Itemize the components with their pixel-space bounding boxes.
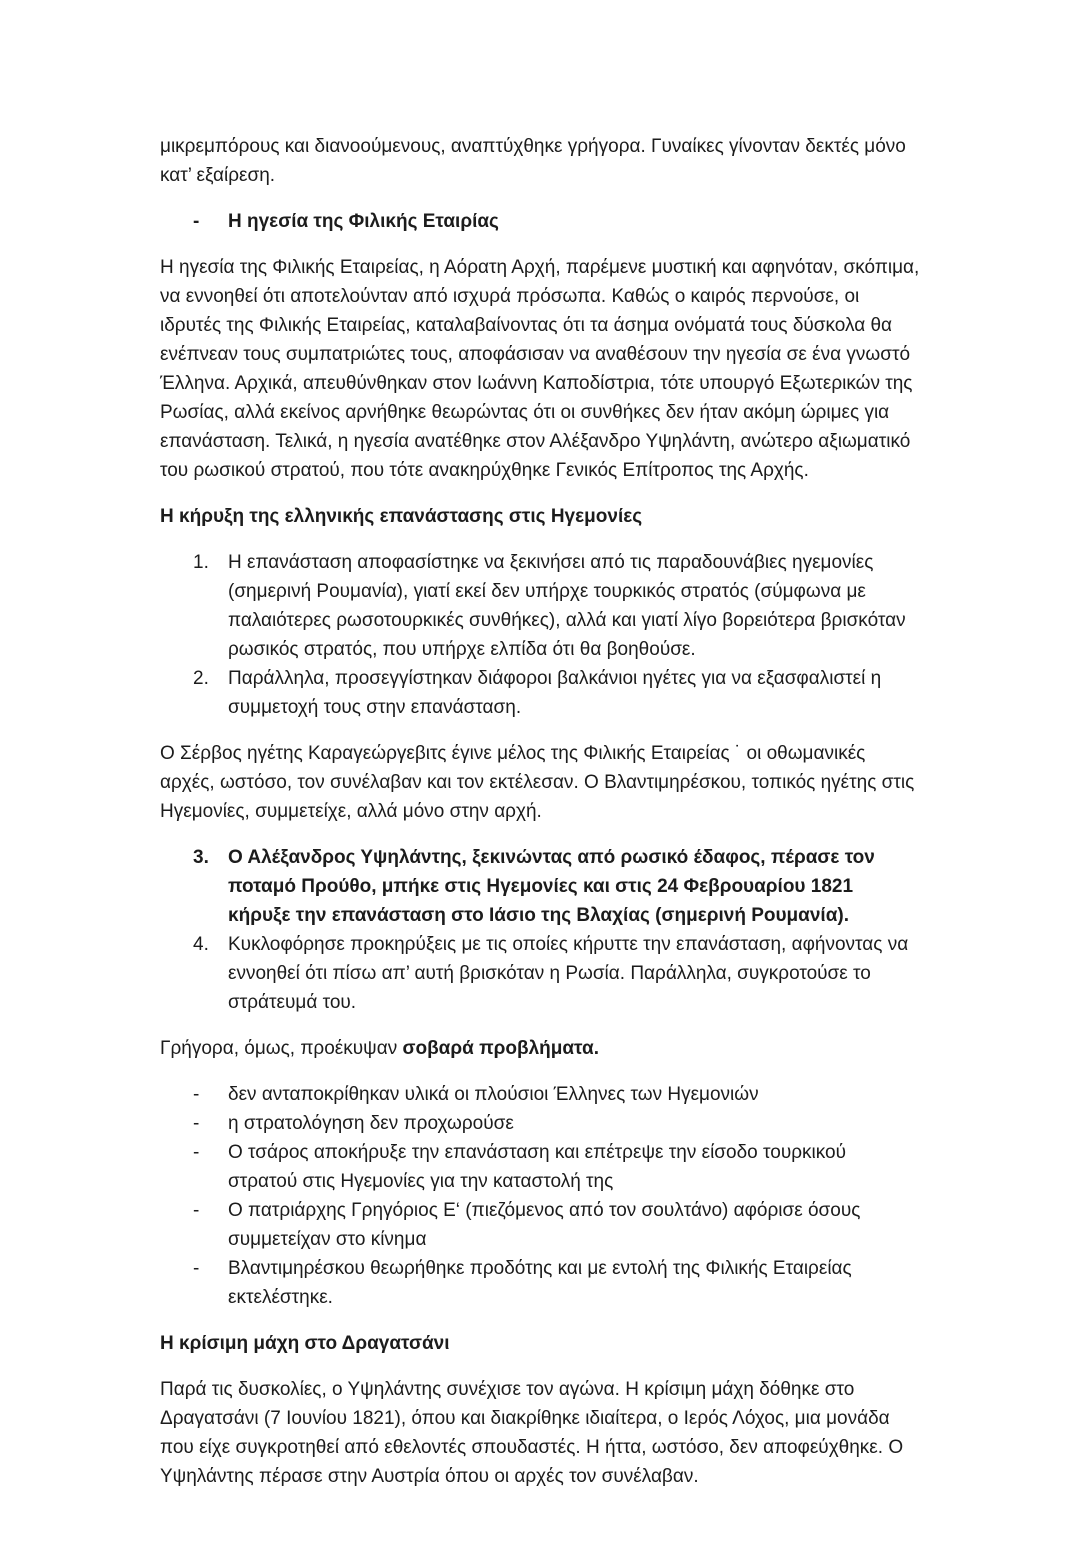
number-marker: 4. — [193, 934, 209, 955]
list-item — [160, 843, 920, 930]
list-item-text: Βλαντιμηρέσκου θεωρήθηκε προδότης και με εντολή της Φιλικής Εταιρείας εκτελέστηκε. — [228, 1258, 852, 1308]
paragraph-leadership: Η ηγεσία της Φιλικής Εταιρείας, η Αόρατη Αρχή, παρέμενε μυστική και αφηνόταν, σκόπιμα, να εννοηθεί ότι αποτελούνταν από ισχυρά πρόσωπα. Καθώς ο καιρός περνούσε, οι ιδρυτές της Φιλικής Εταιρείας, καταλαβαίνοντας ότι τα άσημα ονόματά τους δύσκολα θα ενέπνεαν τους συμπατριώτες τους, αποφάσισαν να αναθέσουν την ηγεσία σε ένα γνωστό Έλληνα. Αρχικά, απευθύνθηκαν στον Ιωάννη Καποδίστρια, τότε υπουργό Εξωτερικών της Ρωσίας, αλλά εκείνος αρνήθηκε θεωρώντας ότι οι συνθήκες δεν ήταν ακόμη ώριμες για επανάσταση. Τελικά, η ηγεσία ανατέθηκε στον Αλέξανδρο Υψηλάντη, ανώτερο αξιωματικό του ρωσικού στρατού, που τότε ανακηρύχθηκε Γενικός Επίτροπος της Αρχής. — [160, 257, 920, 481]
dash-bullet: - — [193, 1142, 200, 1163]
numbered-list-first — [160, 548, 920, 722]
paragraph-members: μικρεμπόρους και διανοούμενους, αναπτύχθηκε γρήγορα. Γυναίκες γίνονταν δεκτές μόνο κατ’ εξαίρεση. — [160, 136, 906, 186]
dash-bullet: - — [193, 1258, 200, 1279]
paragraph-serbian-leader: Ο Σέρβος ηγέτης Καραγεώργεβιτς έγινε μέλος της Φιλικής Εταιρείας ˙ οι οθωμανικές αρχές, ωστόσο, τον συνέλαβαν και τον εκτέλεσαν. Ο Βλαντιμηρέσκου, τοπικός ηγέτης στις Ηγεμονίες, συμμετείχε, αλλά μόνο στην αρχή. — [160, 743, 915, 822]
list-item-text: η στρατολόγηση δεν προχωρούσε — [228, 1113, 514, 1134]
list-item — [160, 207, 920, 236]
list-item — [160, 548, 920, 664]
text-run: Γρήγορα, όμως, προέκυψαν — [160, 1038, 403, 1059]
list-item-text: Ο πατριάρχης Γρηγόριος Ε‘ (πιεζόμενος από τον σουλτάνο) αφόρισε όσους συμμετείχαν στο κίνημα — [228, 1200, 861, 1250]
section-heading-dragatsani: Η κρίσιμη μάχη στο Δραγατσάνι — [160, 1333, 450, 1354]
list-item — [160, 1080, 920, 1109]
list-item-text: δεν ανταποκρίθηκαν υλικά οι πλούσιοι Έλληνες των Ηγεμονιών — [228, 1084, 759, 1105]
list-item-text: Ο Αλέξανδρος Υψηλάντης, ξεκινώντας από ρωσικό έδαφος, πέρασε τον ποταμό Προύθο, μπήκε στις Ηγεμονίες και στις 24 Φεβρουαρίου 1821 κήρυξε την επανάσταση στο Ιάσιο της Βλαχίας (σημερινή Ρουμανία). — [228, 847, 875, 926]
dash-list-leadership — [160, 207, 920, 236]
section-heading-declaration: Η κήρυξη της ελληνικής επανάστασης στις Ηγεμονίες — [160, 506, 643, 527]
list-item — [160, 1254, 920, 1312]
number-marker: 2. — [193, 668, 209, 689]
text-run-bold: σοβαρά προβλήματα. — [402, 1038, 599, 1059]
dash-bullet: - — [193, 1084, 200, 1105]
number-marker: 3. — [193, 847, 209, 868]
paragraph-dragatsani: Παρά τις δυσκολίες, ο Υψηλάντης συνέχισε τον αγώνα. Η κρίσιμη μάχη δόθηκε στο Δραγατσάνι (7 Ιουνίου 1821), όπου και διακρίθηκε ιδιαίτερα, ο Ιερός Λόχος, μια μονάδα που είχε συγκροτηθεί από εθελοντές σπουδαστές. Η ήττα, ωστόσο, δεν αποφεύχθηκε. Ο Υψηλάντης πέρασε στην Αυστρία όπου οι αρχές τον συνέλαβαν. — [160, 1379, 904, 1487]
list-item — [160, 1196, 920, 1254]
dash-bullet: - — [193, 1200, 200, 1221]
list-item-text: Ο τσάρος αποκήρυξε την επανάσταση και επέτρεψε την είσοδο τουρκικού στρατού στις Ηγεμονίες για την καταστολή της — [228, 1142, 846, 1192]
dash-bullet: - — [193, 211, 200, 232]
dash-bullet: - — [193, 1113, 200, 1134]
paragraph-problems-intro — [160, 1034, 920, 1063]
list-item — [160, 1138, 920, 1196]
list-item-text: Κυκλοφόρησε προκηρύξεις με τις οποίες κήρυττε την επανάσταση, αφήνοντας να εννοηθεί ότι πίσω απ’ αυτή βρισκόταν η Ρωσία. Παράλληλα, συγκροτούσε το στράτευμά του. — [228, 934, 909, 1013]
list-item — [160, 664, 920, 722]
number-marker: 1. — [193, 552, 209, 573]
numbered-list-second — [160, 843, 920, 1017]
list-item — [160, 1109, 920, 1138]
list-item-label: Η ηγεσία της Φιλικής Εταιρίας — [228, 211, 499, 232]
list-item-text: Η επανάσταση αποφασίστηκε να ξεκινήσει από τις παραδουνάβιες ηγεμονίες (σημερινή Ρουμανία), γιατί εκεί δεν υπήρχε τουρκικός στρατός (σύμφωνα με παλαιότερες ρωσοτουρκικές συνθήκες), αλλά και γιατί λίγο βορειότερα βρισκόταν ρωσικός στρατός, που υπήρχε ελπίδα ότι θα βοηθούσε. — [228, 552, 906, 660]
list-item — [160, 930, 920, 1017]
list-item-text: Παράλληλα, προσεγγίστηκαν διάφοροι βαλκάνιοι ηγέτες για να εξασφαλιστεί η συμμετοχή τους στην επανάσταση. — [228, 668, 882, 718]
dash-list-problems — [160, 1080, 920, 1312]
